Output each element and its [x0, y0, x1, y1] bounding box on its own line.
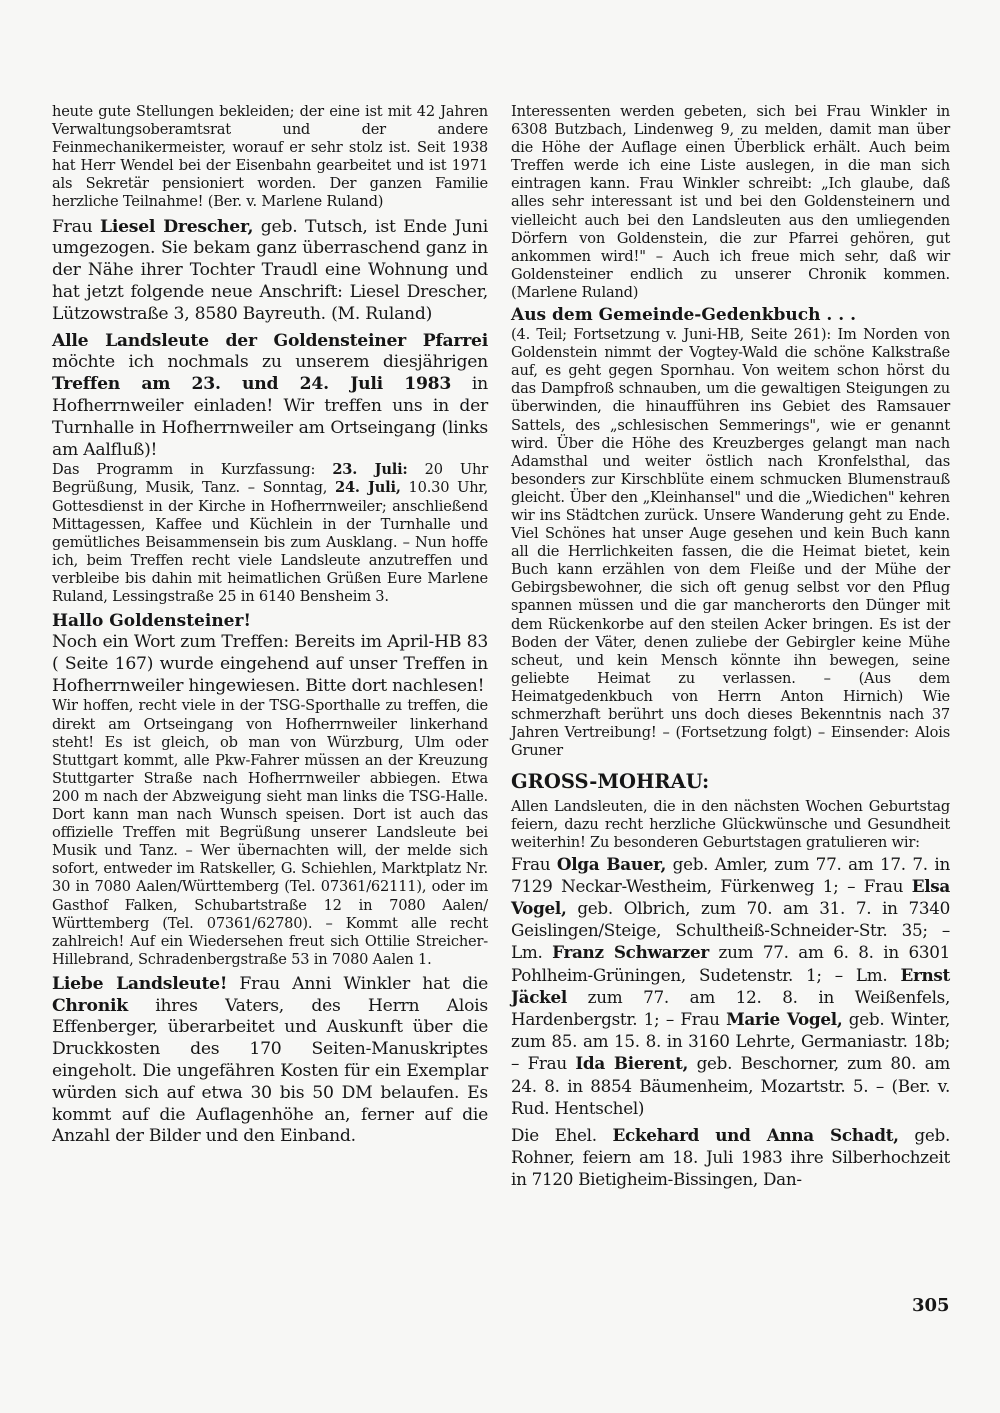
- right-column: [511, 103, 950, 1191]
- paragraph-winkler: Interessenten werden gebeten, sich bei Frau Winkler in 6308 Butzbach, Lindenweg 9, zu melden, damit man über die Höhe der Auflage einen Überblick erhält. Auch beim Treffen werde ich eine Liste auslegen, in die man sich eintragen kann. Frau Winkler schreibt: „Ich glaube, daß alles sehr interessant ist und bei den Goldensteinern und vielleicht auch bei den Landsleuten aus den umliegenden Dörfern von Goldenstein, die zur Pfarrei gehören, gut ankommen wird!" – Auch ich freue mich sehr, daß wir Goldensteiner endlich zu unserer Chronik kommen. (Marlene Ruland): [511, 103, 950, 301]
- paragraph-geburtstage-intro: Allen Landsleuten, die in den nächsten Wochen Geburtstag feiern, dazu recht herzliche Glückwünsche und Gesundheit weiterhin! Zu besonderen Geburtstagen gratulieren wir:: [511, 798, 950, 852]
- paragraph-sporthalle: Wir hoffen, recht viele in der TSG-Sporthalle zu treffen, die direkt am Ortseingang von Hofherrnweiler linkerhand steht! Es ist gleich, ob man von Würzburg, Ulm oder Stuttgart kommt, alle Pkw-Fahrer müssen an der Kreuzung Stuttgarter Straße nach Hofherrnweiler abbiegen. Etwa 200 m nach der Abzweigung sieht man links die TSG-Halle. Dort kann man nach Wunsch speisen. Dort ist auch das offizielle Treffen mit Begrüßung unserer Landsleute bei Musik und Tanz. – Wer übernachten will, der melde sich sofort, entweder im Ratskeller, G. Schiehlen, Marktplatz Nr. 30 in 7080 Aalen/Württemberg (Tel. 07361/62111), oder im Gasthof Falken, Schubartstraße 12 in 7080 Aalen/ Württemberg (Tel. 07361/62780). – Kommt alle recht zahlreich! Auf ein Wiedersehen freut sich Ottilie Streicher-Hillebrand, Schradenbergstraße 53 in 7080 Aalen 1.: [52, 697, 488, 968]
- paragraph-geburtstage-list: Frau Olga Bauer, geb. Amler, zum 77. am 17. 7. in 7129 Neckar-Westheim, Fürkenweg 1; – Frau Elsa Vogel, geb. Olbrich, zum 70. am 31. 7. in 7340 Geislingen/Steige, Schultheiß-Schneider-Str. 35; – Lm. Franz Schwarzer zum 77. am 6. 8. in 6301 Pohlheim-Grüningen, Sudetenstr. 1; – Lm. Ernst Jäckel zum 77. am 12. 8. in Weißenfels, Hardenbergstr. 1; – Frau Marie Vogel, geb. Winter, zum 85. am 15. 8. in 3160 Lehrte, Germaniastr. 18b; – Frau Ida Bierent, geb. Beschorner, zum 80. am 24. 8. in 8854 Bäumenheim, Mozartstr. 5. – (Ber. v. Rud. Hentschel): [511, 853, 951, 1118]
- page-number: 305: [912, 1295, 950, 1316]
- heading-gross-mohrau: GROSS-MOHRAU:: [511, 770, 710, 794]
- paragraph-programm: Das Programm in Kurzfassung: 23. Juli: 20 Uhr Begrüßung, Musik, Tanz. – Sonntag, 24. Juli, 10.30 Uhr, Gottesdienst in der Kirche in Hofherrnweiler; anschließend Mittagessen, Kaffee und Küchlein in der Turnhalle und gemütliches Beisammensein bis zum Ausklang. – Nun hoffe ich, beim Treffen recht viele Landsleute anzutreffen und verbleibe bis dahin mit heimatlichen Grüßen Eure Marlene Ruland, Lessingstraße 25 in 6140 Bensheim 3.: [52, 461, 489, 605]
- paragraph-silberhochzeit: Die Ehel. Eckehard und Anna Schadt, geb. Rohner, feiern am 18. Juli 1983 ihre Silberhochzeit in 7120 Bietigheim-Bissingen, Dan-: [511, 1125, 950, 1190]
- paragraph-wendel: heute gute Stellungen bekleiden; der eine ist mit 42 Jahren Verwaltungsoberamtsrat und der andere Feinmechanikermeister, worauf er sehr stolz ist. Seit 1938 hat Herr Wendel bei der Eisenbahn gearbeitet und ist 1971 als Sekretär pensioniert worden. Der ganzen Familie herzliche Teilnahme! (Ber. v. Marlene Ruland): [52, 103, 488, 211]
- paragraph-drescher: Frau Liesel Drescher, geb. Tutsch, ist Ende Juni umgezogen. Sie bekam ganz überraschend ganz in der Nähe ihrer Tochter Traudl eine Wohnung und hat jetzt folgende neue Anschrift: Liesel Drescher, Lützowstraße 3, 8580 Bayreuth. (M. Ruland): [52, 216, 489, 324]
- heading-hallo-goldensteiner: Hallo Goldensteiner!: [52, 611, 251, 632]
- paragraph-chronik: Liebe Landsleute! Frau Anni Winkler hat die Chronik ihres Vaters, des Herrn Alois Effenberger, überarbeitet und Auskunft über die Druckkosten des 170 Seiten-Manuskriptes eingeholt. Die ungefähren Kosten für ein Exemplar würden sich auf etwa 30 bis 50 DM belaufen. Es kommt auf die Auflagenhöhe an, ferner auf die Anzahl der Bilder und den Einband.: [52, 973, 489, 1147]
- paragraph-treffen-note: Noch ein Wort zum Treffen: Bereits im April-HB 83 ( Seite 167) wurde eingehend auf unser Treffen in Hofherrnweiler hingewiesen. Bitte dort nachlesen!: [52, 632, 488, 696]
- heading-gedenkbuch: Aus dem Gemeinde-Gedenkbuch . . .: [511, 305, 857, 326]
- left-column: [52, 103, 488, 1148]
- paragraph-treffen-invite: Alle Landsleute der Goldensteiner Pfarrei möchte ich nochmals zu unserem diesjährigen Treffen am 23. und 24. Juli 1983 in Hofherrnweiler einladen! Wir treffen uns in der Turnhalle in Hofherrnweiler am Ortseingang (links am Aalfluß)!: [52, 330, 489, 460]
- paragraph-gedenkbuch: (4. Teil; Fortsetzung v. Juni-HB, Seite 261): Im Norden von Goldenstein nimmt der Vogtey-Wald die schöne Kalkstraße auf, es geht gegen Spornhau. Von weitem schon hörst du das Dampfroß schnauben, um die gewaltigen Steigungen zu überwinden, die hinaufführen ins Gebiet des Ramsauer Sattels, des „schlesischen Semmerings", wie er genannt wird. Über die Höhe des Kreuzberges gelangt man nach Adamsthal und weiter östlich nach Kronfelsthal, das besonders zur Kirschblüte einem schmucken Blumenstrauß gleicht. Über den „Kleinhansel" und die „Wiedichen" kehren wir ins Städtchen zurück. Unsere Wanderung geht zu Ende. Viel Schönes hat unser Auge gesehen und kein Buch kann all die Herrlichkeiten fassen, die die Heimat bietet, kein Buch kann erzählen von dem Fleiße und der Mühe der Gebirgsbewohner, die sich oft genug selbst vor den Pflug spannen müssen und die gar mancherorts den Dünger mit dem Rückenkorbe auf den steilen Acker bringen. Es ist der Boden der Väter, denen zuliebe der Gebirgler keine Mühe scheut, und kein Mensch könnte ihn bewegen, seine geliebte Heimat zu verlassen. – (Aus dem Heimatgedenkbuch von Herrn Anton Hirnich) Wie schmerzhaft berührt uns doch dieses Bekenntnis nach 37 Jahren Vertreibung! – (Fortsetzung folgt) – Einsender: Alois Gruner: [511, 326, 950, 760]
